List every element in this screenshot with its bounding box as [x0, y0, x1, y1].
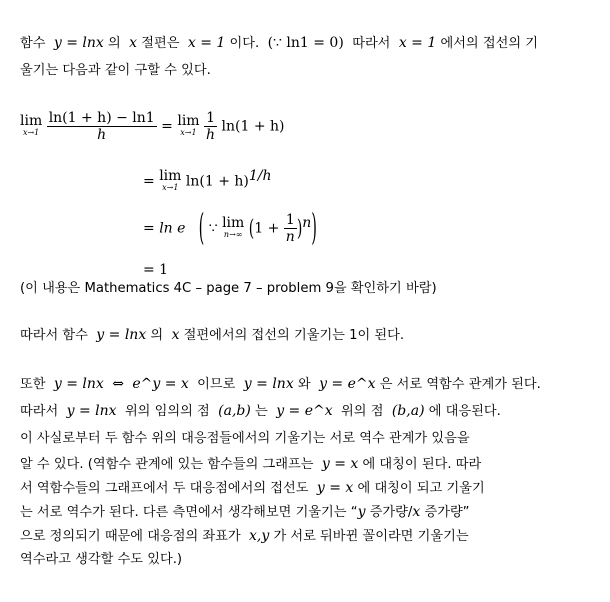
text: 서 역함수들의 그래프에서 두 대응점에서의 접선도: [20, 481, 309, 496]
numerator: 1: [285, 212, 295, 228]
para3-line8: 역수라고 생각할 수도 있다.): [20, 552, 183, 567]
right-paren: ): [296, 215, 303, 242]
equals: =: [143, 173, 155, 190]
numerator: ln(1 + h) − ln1: [48, 110, 155, 126]
lim-sub: n→∞: [223, 229, 243, 239]
text: 함수: [20, 36, 46, 51]
text: 증가량”: [424, 505, 470, 520]
math-eq: y = e^x: [319, 376, 376, 392]
text: 에 대응된다.: [428, 404, 501, 419]
math-var: x: [171, 327, 180, 343]
para2-line: [20, 326, 404, 345]
text: 따라서 함수: [20, 328, 88, 343]
because-symbol: ∵: [208, 220, 218, 237]
text: 이므로: [197, 377, 236, 392]
math-var: x: [129, 35, 138, 51]
iff-symbol: ⇔: [112, 376, 124, 392]
right-paren: ): [311, 207, 317, 250]
text: 는 서로 역수가 된다. 다른 측면에서 생각해보면 기울기는 “: [20, 505, 358, 520]
text: 절편에서의 접선의 기울기는 1이 된다.: [183, 328, 405, 343]
math-eq: y = lnx: [66, 403, 117, 419]
para3-line2: [20, 402, 501, 421]
math-because: (∵ ln1 = 0): [267, 35, 344, 51]
ln-expression: ln(1 + h): [185, 173, 249, 190]
math-eq: x,y: [248, 528, 270, 544]
note-line: (이 내용은 Mathematics 4C – page 7 – problem 9을 확인하기 바람): [20, 281, 437, 296]
para1-line2: 울기는 다음과 같이 구할 수 있다.: [20, 63, 211, 78]
text: 는: [255, 404, 268, 419]
math-eq: y = x: [316, 480, 354, 496]
derivation-row2: [143, 168, 272, 194]
para3-line7: [20, 527, 469, 546]
math-eq: x = 1: [398, 35, 437, 51]
text: 가 서로 뒤바뀐 꼴이라면 기울기는: [273, 529, 469, 544]
ln-e: ln e: [159, 220, 186, 237]
text: 에서의 접선의 기: [440, 36, 539, 51]
lim-label: lim: [159, 167, 182, 184]
text: 알 수 있다. (역함수 관계에 있는 함수들의 그래프는: [20, 457, 314, 472]
point-ba: (b,a): [391, 403, 425, 419]
denominator: h: [97, 127, 107, 143]
one-plus: 1 +: [254, 220, 280, 237]
lim-operator: [222, 214, 245, 241]
text: 절편은: [141, 36, 180, 51]
text: 에 대칭이 된다. 따라: [362, 457, 482, 472]
para1-line1: [20, 34, 538, 53]
lim-operator: [20, 112, 43, 139]
equals: =: [161, 118, 173, 135]
lim-label: lim: [20, 112, 43, 129]
math-eq: y = lnx: [53, 35, 104, 51]
math-eq: y = lnx: [96, 327, 147, 343]
lim-operator: [177, 112, 200, 139]
math-eq: y = e^x: [276, 403, 333, 419]
lim-sub: x→1: [22, 127, 40, 137]
text: 따라서: [352, 36, 391, 51]
math-eq: e^y = x: [132, 376, 189, 392]
text: 위의 임의의 점: [124, 404, 210, 419]
derivation-result: = 1: [143, 262, 169, 278]
text: 위의 점: [341, 404, 384, 419]
equals: =: [143, 220, 155, 237]
difference-quotient: [47, 110, 157, 143]
text: 이다.: [229, 36, 260, 51]
text: 으로 정의되기 때문에 대응점의 좌표가: [20, 529, 241, 544]
math-eq: y = lnx: [243, 376, 294, 392]
math-var: y: [357, 504, 366, 520]
text: 은 서로 역함수 관계가 된다.: [379, 377, 541, 392]
math-var: x: [412, 504, 421, 520]
denominator: n: [285, 229, 295, 245]
text: 또한: [20, 377, 46, 392]
text: 의: [108, 36, 121, 51]
point-ab: (a,b): [218, 403, 251, 419]
left-paren: (: [198, 207, 205, 250]
exponent: n: [302, 214, 312, 231]
math-eq: x = 1: [187, 35, 226, 51]
one-over-n: [284, 212, 297, 245]
text: 따라서: [20, 404, 59, 419]
para3-line4: [20, 455, 481, 474]
ln-expression: ln(1 + h): [221, 118, 285, 135]
lim-operator: [159, 167, 182, 194]
denominator: h: [206, 127, 216, 143]
text: 에 대칭이 되고 기울기: [357, 481, 485, 496]
math-eq: y = x: [321, 456, 359, 472]
lim-label: lim: [222, 214, 245, 231]
exponent: 1/h: [248, 168, 272, 184]
one-over-h: [204, 110, 217, 143]
derivation-row1: [20, 110, 285, 143]
text: 와: [297, 377, 311, 392]
para3-line3: 이 사실로부터 두 함수 위의 대응점들에서의 기울기는 서로 역수 관계가 있음을: [20, 431, 470, 446]
para3-line1: [20, 375, 541, 394]
left-paren: (: [248, 215, 255, 242]
math-eq: y = lnx: [53, 376, 104, 392]
lim-sub: x→1: [180, 127, 197, 137]
text: 의: [150, 328, 164, 343]
para3-line5: [20, 479, 485, 498]
para3-line6: [20, 503, 470, 522]
numerator: 1: [206, 110, 215, 126]
lim-sub: x→1: [162, 182, 179, 192]
text: 증가량/: [369, 505, 413, 520]
lim-label: lim: [177, 112, 200, 129]
derivation-row3: [143, 207, 317, 250]
